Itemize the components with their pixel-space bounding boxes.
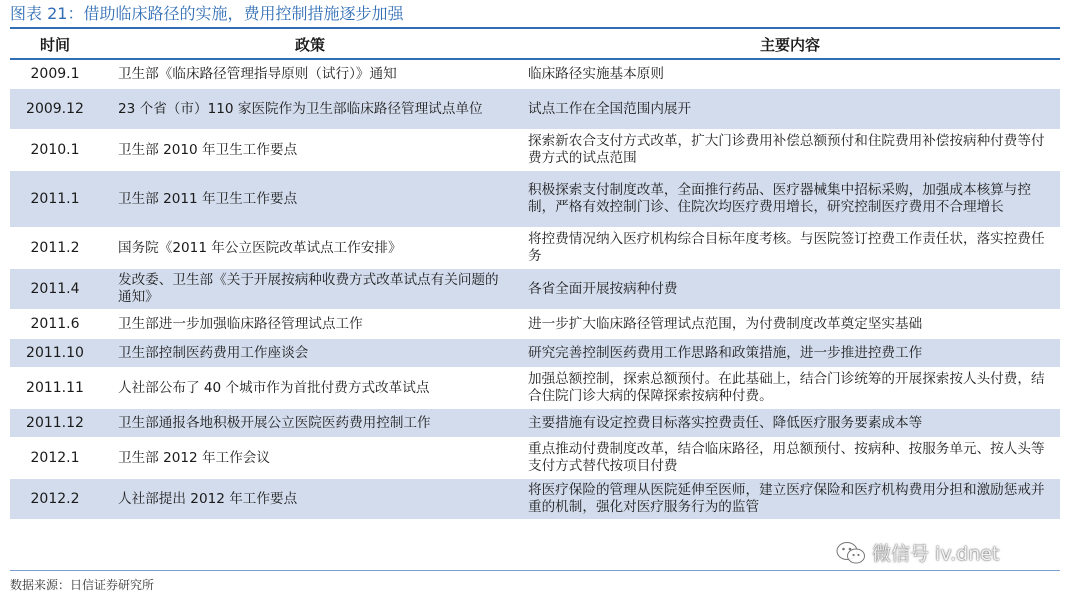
- figure-title: 图表 21：借助临床路径的实施，费用控制措施逐步加强: [10, 4, 404, 23]
- cell-content: 加强总额控制，探索总额预付。在此基础上，结合门诊统筹的开展探索按人头付费，结合住院门诊大病的保障探索按病种付费。: [520, 368, 1060, 409]
- cell-time: 2009.12: [10, 89, 100, 130]
- cell-time: 2011.4: [10, 269, 100, 310]
- watermark-text: 微信号 iv.dnet: [872, 543, 1000, 565]
- cell-content: 将控费情况纳入医疗机构综合目标年度考核。与医院签订控费工作责任状，落实控费任务: [520, 228, 1060, 269]
- cell-policy: 卫生部通报各地积极开展公立医院医药费用控制工作: [100, 409, 520, 438]
- cell-time: 2011.2: [10, 228, 100, 269]
- cell-content: 各省全面开展按病种付费: [520, 269, 1060, 310]
- header-time: 时间: [10, 30, 100, 59]
- cell-content: 主要措施有设定控费目标落实控费责任、降低医疗服务要素成本等: [520, 409, 1060, 438]
- source-note: 数据来源：日信证券研究所: [10, 578, 155, 592]
- cell-time: 2011.10: [10, 339, 100, 368]
- table-row: [10, 368, 1060, 409]
- table-row: [10, 228, 1060, 269]
- cell-policy: 卫生部 2011 年卫生工作要点: [100, 171, 520, 228]
- watermark: [836, 539, 999, 566]
- cell-policy: 卫生部《临床路径管理指导原则（试行）》通知: [100, 59, 520, 89]
- table-row: [10, 438, 1060, 479]
- header-content: 主要内容: [520, 30, 1060, 59]
- table-row: [10, 89, 1060, 130]
- table-row: [10, 171, 1060, 228]
- cell-time: 2011.12: [10, 409, 100, 438]
- cell-time: 2012.2: [10, 479, 100, 520]
- cell-time: 2009.1: [10, 59, 100, 89]
- cell-policy: 人社部公布了 40 个城市作为首批付费方式改革试点: [100, 368, 520, 409]
- cell-content: 将医疗保险的管理从医院延伸至医师，建立医疗保险和医疗机构费用分担和激励惩戒并重的机制，强化对医疗服务行为的监管: [520, 479, 1060, 520]
- wechat-icon: [836, 541, 866, 565]
- cell-policy: 卫生部 2010 年卫生工作要点: [100, 130, 520, 171]
- cell-content: 重点推动付费制度改革，结合临床路径，用总额预付、按病种、按服务单元、按人头等支付方式替代按项目付费: [520, 438, 1060, 479]
- cell-policy: 卫生部 2012 年工作会议: [100, 438, 520, 479]
- table-row: [10, 269, 1060, 310]
- cell-content: 积极探索支付制度改革，全面推行药品、医疗器械集中招标采购，加强成本核算与控制，严格有效控制门诊、住院次均医疗费用增长，研究控制医疗费用不合理增长: [520, 171, 1060, 228]
- table-header-row: [10, 30, 1060, 59]
- cell-content: 临床路径实施基本原则: [520, 59, 1060, 89]
- table-row: [10, 310, 1060, 339]
- cell-time: 2011.11: [10, 368, 100, 409]
- table-row: [10, 130, 1060, 171]
- cell-time: 2011.1: [10, 171, 100, 228]
- cell-policy: 国务院《2011 年公立医院改革试点工作安排》: [100, 228, 520, 269]
- cell-content: 探索新农合支付方式改革，扩大门诊费用补偿总额预付和住院费用补偿按病种付费等付费方式的试点范围: [520, 130, 1060, 171]
- table-row: [10, 59, 1060, 89]
- table-row: [10, 479, 1060, 520]
- cell-policy: 卫生部进一步加强临床路径管理试点工作: [100, 310, 520, 339]
- cell-policy: 发改委、卫生部《关于开展按病种收费方式改革试点有关问题的通知》: [100, 269, 520, 310]
- cell-policy: 卫生部控制医药费用工作座谈会: [100, 339, 520, 368]
- cell-content: 试点工作在全国范围内展开: [520, 89, 1060, 130]
- header-policy: 政策: [100, 30, 520, 59]
- cell-policy: 23 个省（市）110 家医院作为卫生部临床路径管理试点单位: [100, 89, 520, 130]
- policy-table: [10, 30, 1060, 520]
- table-row: [10, 339, 1060, 368]
- cell-content: 研究完善控制医药费用工作思路和政策措施，进一步推进控费工作: [520, 339, 1060, 368]
- cell-content: 进一步扩大临床路径管理试点范围，为付费制度改革奠定坚实基础: [520, 310, 1060, 339]
- cell-policy: 人社部提出 2012 年工作要点: [100, 479, 520, 520]
- cell-time: 2011.6: [10, 310, 100, 339]
- table-bottom-divider: [10, 570, 1060, 571]
- table-row: [10, 409, 1060, 438]
- cell-time: 2012.1: [10, 438, 100, 479]
- cell-time: 2010.1: [10, 130, 100, 171]
- title-divider: [10, 27, 1060, 29]
